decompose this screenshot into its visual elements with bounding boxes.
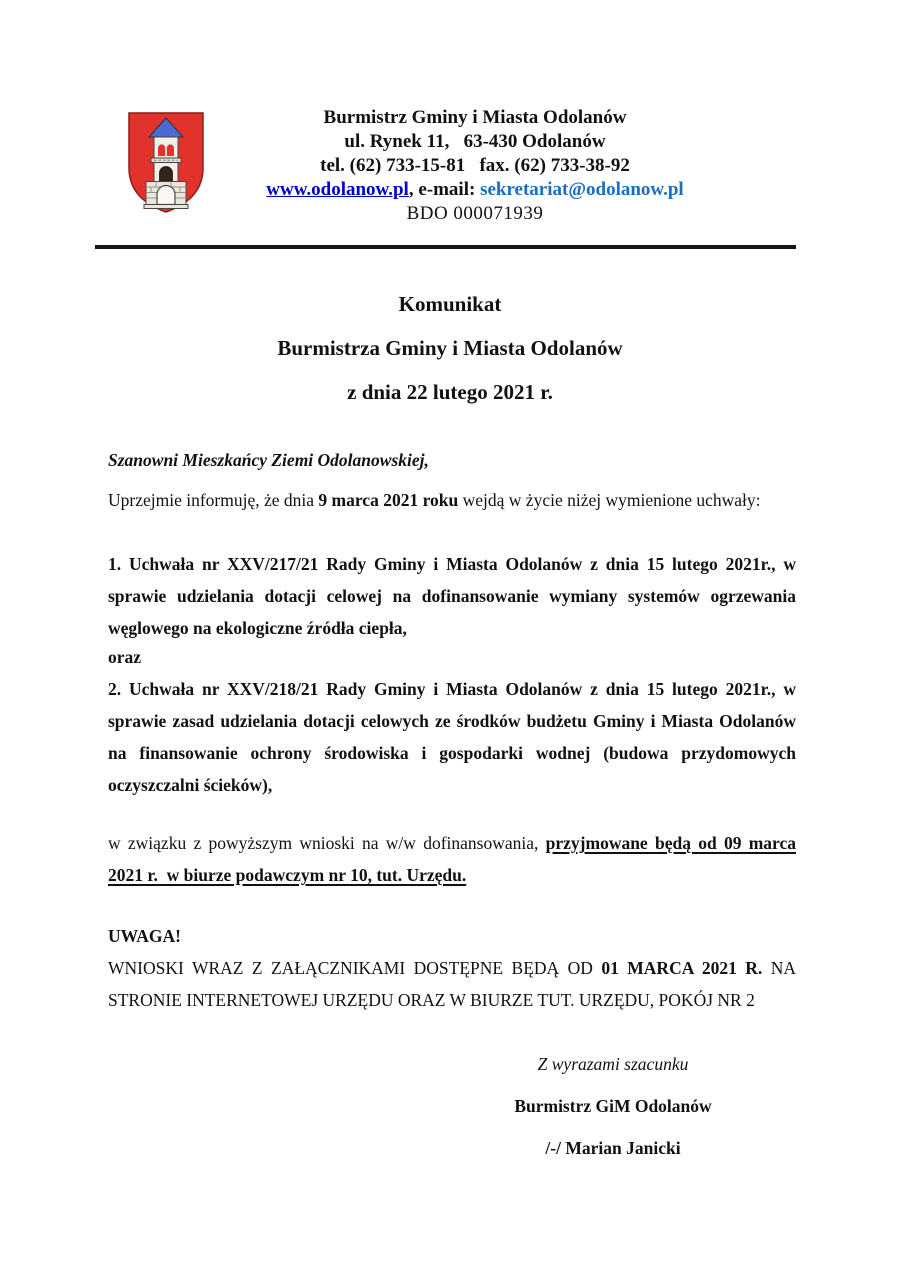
intro-paragraph — [108, 484, 796, 516]
intro-text-post: wejdą w życie niżej wymienione uchwały: — [458, 490, 761, 510]
signature-name: /-/ Marian Janicki — [545, 1138, 681, 1158]
submission-notice — [108, 827, 796, 891]
resolution-item-2: 2. Uchwała nr XXV/218/21 Rady Gminy i Miasta Odolanów z dnia 15 lutego 2021r., w sprawie zasad udzielania dotacji celowych ze środków budżetu Gminy i Miasta Odolanów na finansowanie ochrony środowiska i gospodarki wodnej (budowa przydomowych oczyszczalni ścieków), — [108, 679, 796, 795]
header-divider — [95, 245, 796, 249]
forms-availability-paragraph — [108, 952, 796, 1016]
intro-text-pre: Uprzejmie informuję, że dnia — [108, 490, 319, 510]
wnioski-text-post: NA STRONIE INTERNETOWEJ URZĘDU ORAZ W BIURZE TUT. URZĘDU, POKÓJ NR 2 — [108, 958, 797, 1010]
wnioski-text-pre: WNIOSKI WRAZ Z ZAŁĄCZNIKAMI DOSTĘPNE BĘDĄ OD — [108, 958, 602, 978]
org-phone-fax: tel. (62) 733-15-81 fax. (62) 733-38-92 — [320, 155, 630, 176]
wnioski-date-bold: 01 MARCA 2021 R. — [601, 958, 763, 978]
title-line-2: Burmistrza Gminy i Miasta Odolanów — [277, 336, 623, 360]
org-address: ul. Rynek 11, 63-430 Odolanów — [344, 131, 606, 152]
bdo-number: BDO 000071939 — [406, 203, 544, 224]
org-name: Burmistrz Gminy i Miasta Odolanów — [323, 107, 627, 128]
org-contact-line — [155, 178, 795, 202]
website-link[interactable]: www.odolanow.pl — [266, 179, 409, 200]
title-line-3: z dnia 22 lutego 2021 r. — [347, 380, 553, 404]
notice-bold-underline: przyjmowane będą od 09 marca 2021 r. w biurze podawczym nr 10, tut. Urzędu. — [108, 833, 796, 885]
letterhead — [155, 106, 795, 226]
salutation: Szanowni Mieszkańcy Ziemi Odolanowskiej, — [108, 450, 429, 470]
title-line-1: Komunikat — [398, 292, 502, 316]
document-title — [0, 282, 900, 414]
email-separator: , e-mail: — [408, 179, 481, 200]
signature-closing: Z wyrazami szacunku — [537, 1054, 689, 1074]
email-link[interactable]: sekretariat@odolanow.pl — [480, 179, 684, 200]
intro-date-bold: 9 marca 2021 roku — [318, 490, 459, 510]
signature-position: Burmistrz GiM Odolanów — [514, 1096, 712, 1116]
attention-heading: UWAGA! — [108, 926, 181, 946]
resolution-item-1: 1. Uchwała nr XXV/217/21 Rady Gminy i Miasta Odolanów z dnia 15 lutego 2021r., w sprawie udzielania dotacji celowej na dofinansowanie wymiany systemów ogrzewania węglowego na ekologiczne źródła ciepła, — [108, 554, 796, 638]
conjunction: oraz — [108, 647, 142, 667]
notice-text-pre: w związku z powyższym wnioski na w/w dofinansowania, — [108, 833, 546, 853]
